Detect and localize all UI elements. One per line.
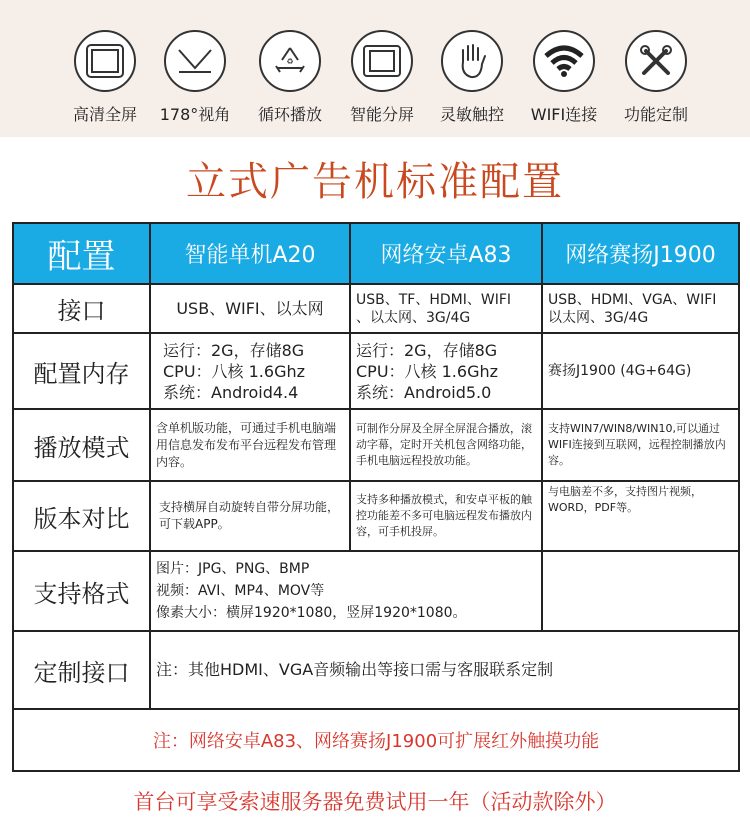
table-row-version bbox=[13, 481, 739, 551]
cell-line: 系统：Android4.4 bbox=[163, 382, 299, 402]
feature-label: WIFI连接 bbox=[530, 105, 598, 124]
tools-icon bbox=[625, 30, 687, 92]
header-j1900: 网络赛扬J1900 bbox=[542, 223, 739, 284]
cell-custom: 注：其他HDMI、VGA音频输出等接口需与客服联系定制 bbox=[150, 631, 739, 709]
hand-touch-icon bbox=[441, 30, 503, 92]
cell-empty bbox=[542, 551, 739, 631]
row-label: 播放模式 bbox=[13, 409, 150, 481]
cell-a83 bbox=[350, 284, 542, 333]
feature-loop-play bbox=[250, 30, 330, 125]
cell-line: 运行：2G，存储8G bbox=[163, 340, 305, 360]
feature-label: 178°视角 bbox=[159, 105, 231, 124]
feature-viewing-angle bbox=[155, 30, 235, 125]
infrared-note: 注：网络安卓A83、网络赛扬J1900可扩展红外触摸功能 bbox=[13, 709, 739, 771]
cell-j1900 bbox=[542, 284, 739, 333]
cell-a20: USB、WIFI、以太网 bbox=[150, 284, 350, 333]
feature-label: 智能分屏 bbox=[349, 105, 414, 124]
spec-table bbox=[12, 222, 740, 772]
feature-split-screen bbox=[342, 30, 422, 125]
table-row-custom bbox=[13, 631, 739, 709]
split-screen-icon bbox=[351, 30, 413, 92]
cell-j1900: 与电脑差不多，支持图片视频，WORD，PDF等。 bbox=[542, 481, 739, 551]
cell-line: 视频：AVI、MP4、MOV等 bbox=[156, 583, 325, 599]
cell-line: 、以太网、3G/4G bbox=[356, 309, 471, 326]
table-row-note bbox=[13, 709, 739, 771]
svg-text:♻: ♻ bbox=[286, 57, 294, 66]
feature-label: 功能定制 bbox=[623, 105, 688, 124]
cell-a20 bbox=[150, 333, 350, 409]
cell-a83 bbox=[350, 333, 542, 409]
feature-band bbox=[0, 0, 750, 137]
cell-a20: 含单机版功能，可通过手机电脑端用信息发布发布平台远程发布管理内容。 bbox=[150, 409, 350, 481]
feature-touch bbox=[432, 30, 512, 125]
feature-label: 循环播放 bbox=[257, 105, 322, 124]
cell-line: 运行：2G，存储8G bbox=[356, 340, 498, 360]
cell-line: CPU：八核 1.6Ghz bbox=[356, 361, 499, 381]
feature-customization bbox=[616, 30, 696, 125]
row-label: 接口 bbox=[13, 284, 150, 333]
cell-line: 像素大小：横屏1920*1080，竖屏1920*1080。 bbox=[156, 605, 467, 621]
row-label: 配置内存 bbox=[13, 333, 150, 409]
table-row-memory bbox=[13, 333, 739, 409]
cell-line: 图片：JPG、PNG、BMP bbox=[156, 561, 310, 577]
feature-label: 灵敏触控 bbox=[439, 105, 504, 124]
cell-line: 以太网、3G/4G bbox=[548, 309, 649, 326]
header-a20: 智能单机A20 bbox=[150, 223, 350, 284]
cell-a83: 支持多种播放模式，和安卓平板的触控功能差不多可电脑远程发布播放内容，可手机投屏。 bbox=[350, 481, 542, 551]
table-row-formats bbox=[13, 551, 739, 631]
header-a83: 网络安卓A83 bbox=[350, 223, 542, 284]
wifi-icon bbox=[533, 30, 595, 92]
cell-line: 系统：Android5.0 bbox=[356, 382, 492, 402]
header-config: 配置 bbox=[13, 223, 150, 284]
row-label: 版本对比 bbox=[13, 481, 150, 551]
page-title: 立式广告机标准配置 bbox=[186, 159, 564, 205]
cell-line: USB、TF、HDMI、WIFI bbox=[356, 291, 512, 308]
recycle-icon bbox=[259, 30, 321, 92]
viewing-angle-icon bbox=[164, 30, 226, 92]
promo-text: 首台可享受索速服务器免费试用一年（活动款除外） bbox=[133, 790, 617, 814]
feature-hd-screen bbox=[65, 30, 145, 125]
table-row-interface bbox=[13, 284, 739, 333]
cell-line: USB、HDMI、VGA、WIFI bbox=[548, 291, 717, 308]
cell-line: CPU：八核 1.6Ghz bbox=[163, 361, 306, 381]
feature-wifi bbox=[524, 30, 604, 125]
cell-a83: 可制作分屏及全屏全屏混合播放，滚动字幕，定时开关机包含网络功能，手机电脑远程投放功能。 bbox=[350, 409, 542, 481]
table-row-play-mode bbox=[13, 409, 739, 481]
cell-formats bbox=[150, 551, 542, 631]
table-header-row bbox=[13, 223, 739, 284]
row-label: 定制接口 bbox=[13, 631, 150, 709]
row-label: 支持格式 bbox=[13, 551, 150, 631]
cell-j1900: 支持WIN7/WIN8/WIN10,可以通过WIFI连接到互联网，远程控制播放内容。 bbox=[542, 409, 739, 481]
screen-icon bbox=[74, 30, 136, 92]
cell-j1900: 赛扬J1900 (4G+64G) bbox=[542, 333, 739, 409]
cell-a20: 支持横屏自动旋转自带分屏功能，可下载APP。 bbox=[150, 481, 350, 551]
feature-label: 高清全屏 bbox=[72, 105, 137, 124]
